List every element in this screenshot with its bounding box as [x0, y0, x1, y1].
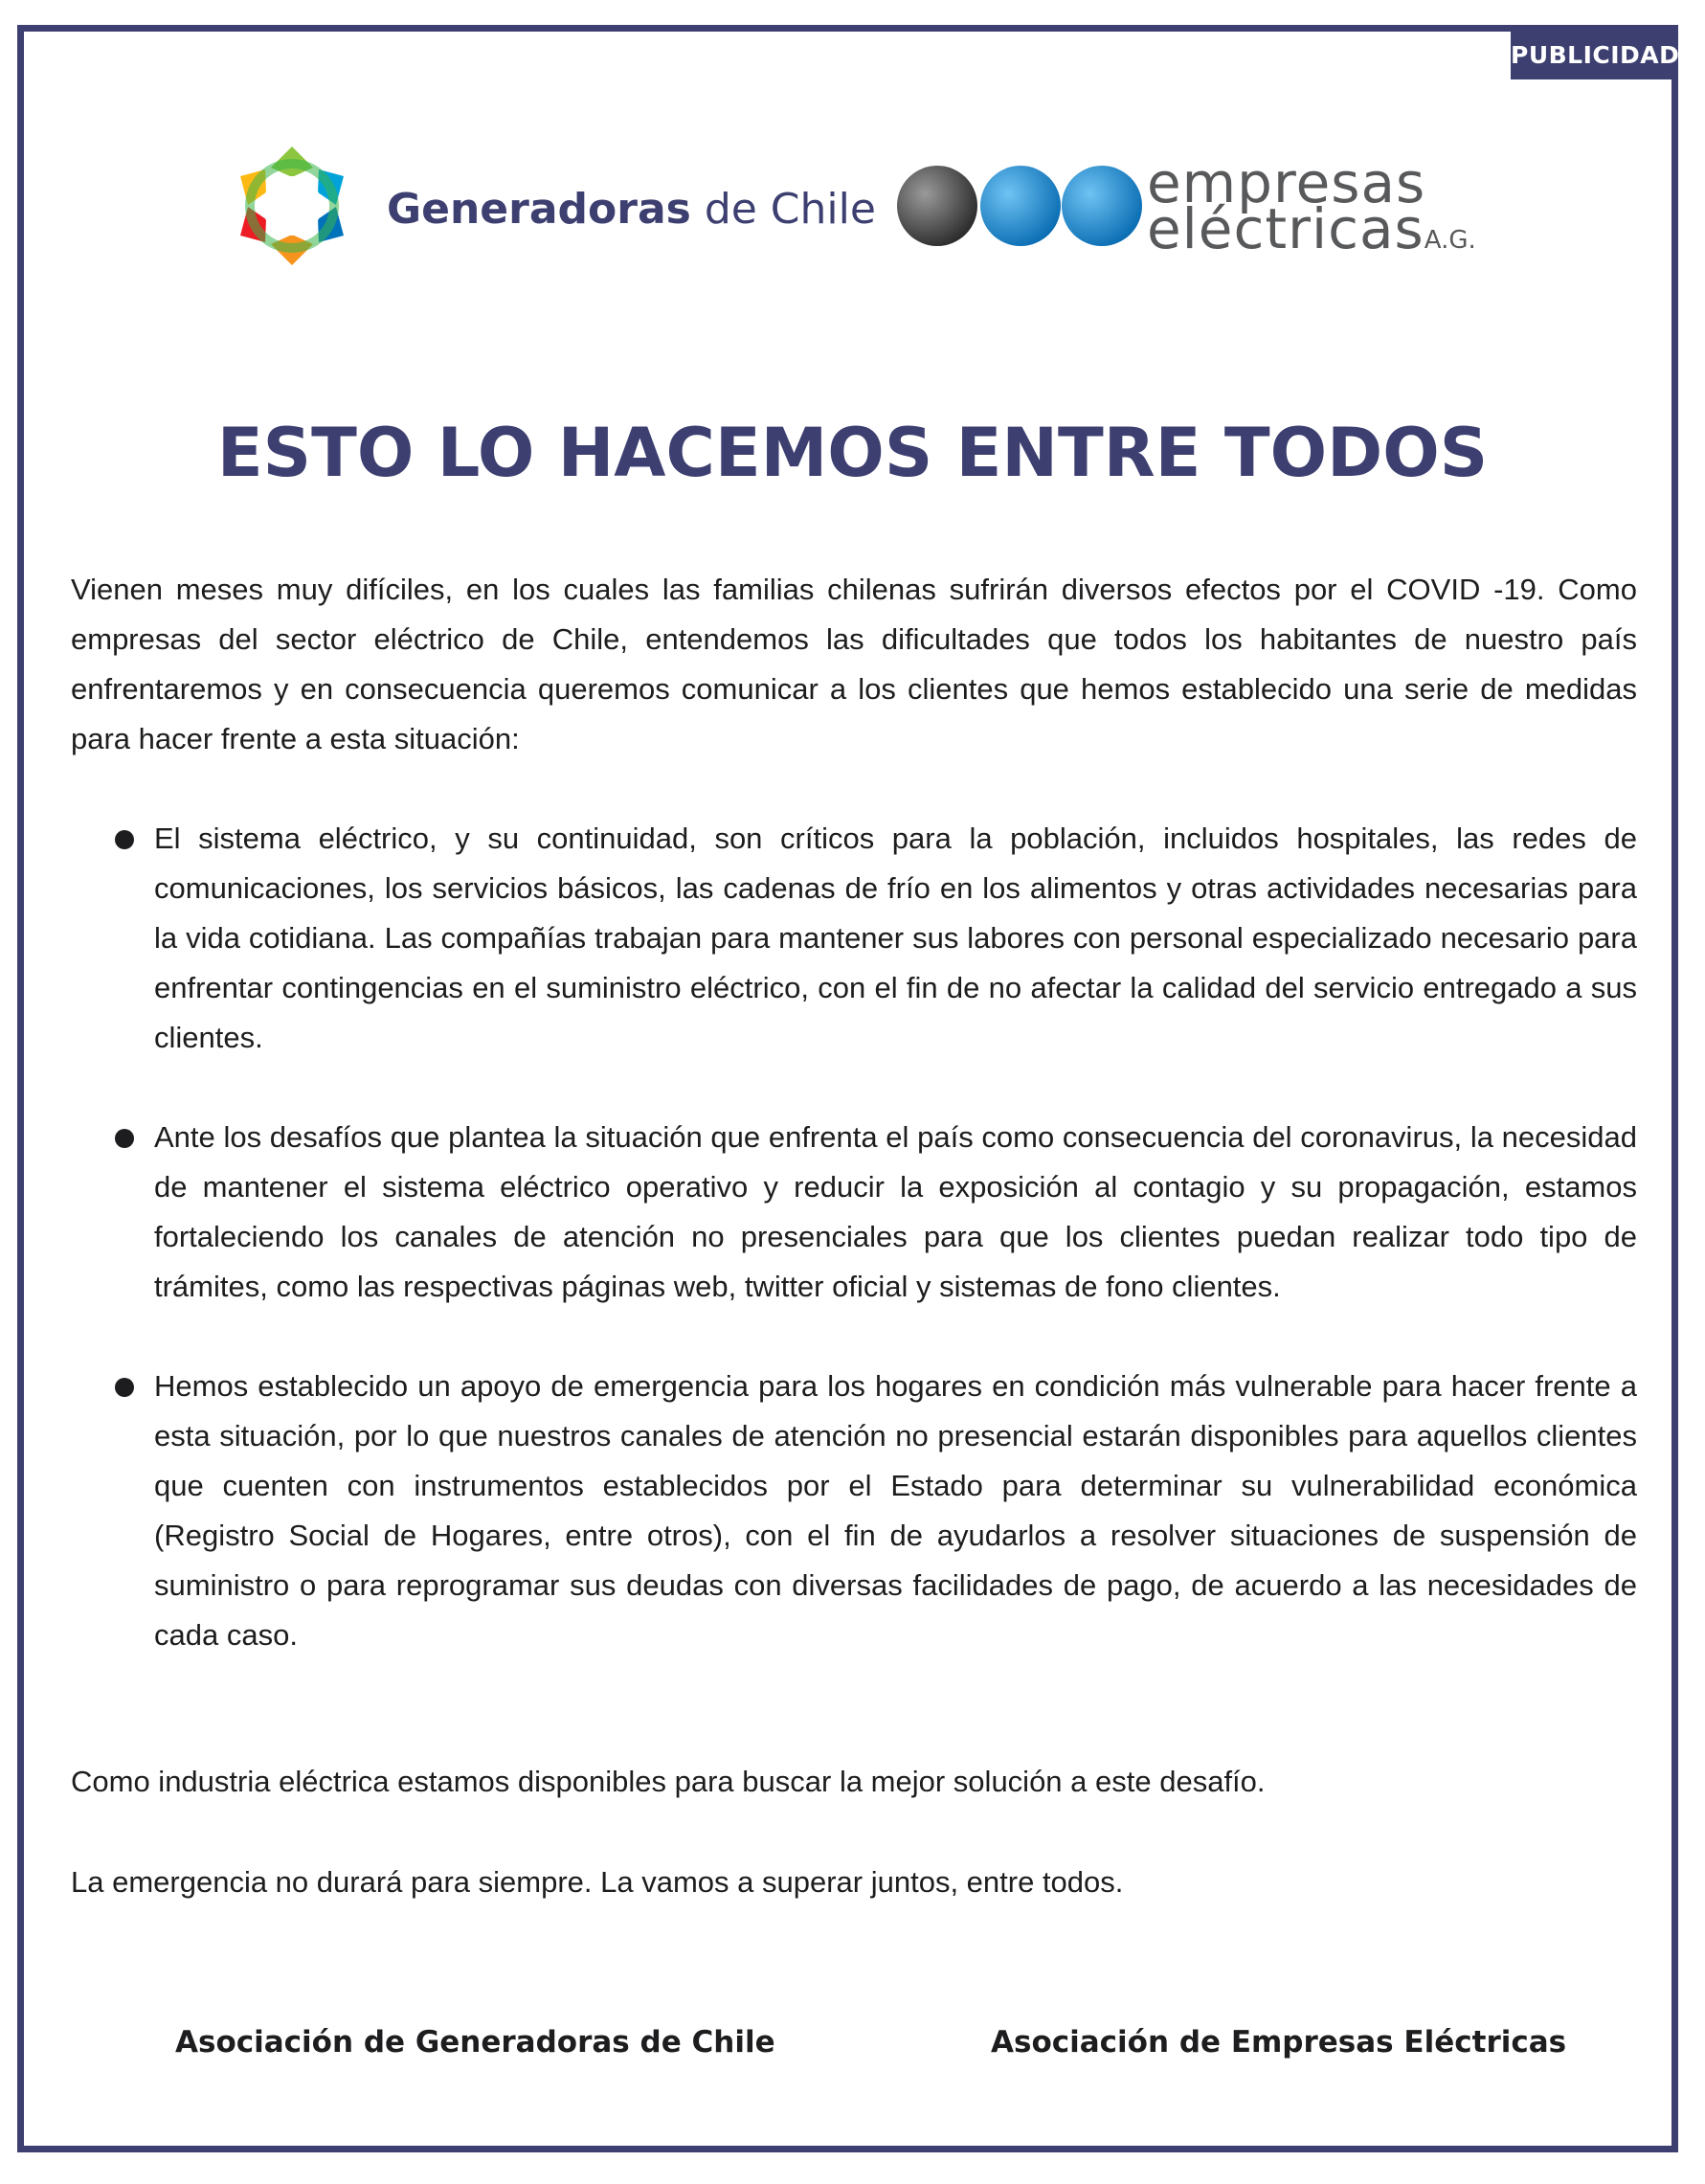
generadoras-wordmark: Generadoras de Chile	[387, 185, 876, 234]
generadoras-logo	[230, 139, 876, 292]
closing-paragraph: La emergencia no durará para siempre. La vamos a superar juntos, entre todos.	[71, 1865, 1124, 1899]
bullet-icon	[115, 830, 134, 849]
bullet-icon	[115, 1129, 134, 1148]
closing-paragraph: Como industria eléctrica estamos disponibles para buscar la mejor solución a este desafío.	[71, 1765, 1266, 1798]
generadoras-ring-icon	[230, 139, 354, 273]
list-item: Ante los desafíos que plantea la situación que enfrenta el país como consecuencia del coronavirus, la necesidad de mantener el sistema eléctrico operativo y reducir la exposición al contagio y su propagación, estamos fortaleciendo los canales de atención no presenciales para que los clientes puedan realizar todo tipo de trámites, como las respectivas páginas web, twitter oficial y sistemas de fono clientes.	[71, 1113, 1637, 1312]
headline: ESTO LO HACEMOS ENTRE TODOS	[216, 414, 1489, 492]
empresas-wordmark: empresas	[1147, 150, 1426, 215]
list-item: Hemos establecido un apoyo de emergencia para los hogares en condición más vulnerable para hacer frente a esta situación, por lo que nuestros canales de atención no presencial estarán disponibles para aquellos clientes que cuenten con instrumentos establecidos por el Estado para determinar su vulnerabilidad económica (Registro Social de Hogares, entre otros), con el fin de ayudarlos a resolver situaciones de suspensión de suministro o para reprogramar sus deudas con diversas facilidades de pago, de acuerdo a las necesidades de cada caso.	[71, 1362, 1637, 1660]
advertising-tag: PUBLICIDAD	[1511, 32, 1671, 79]
empresas-electricas-logo	[895, 150, 1508, 263]
measures-list	[71, 814, 1637, 1710]
intro-paragraph: Vienen meses muy difíciles, en los cuales las familias chilenas sufrirán diversos efectos por el COVID -19. Como empresas del sector eléctrico de Chile, entendemos las dificultades que todos los habitantes de nuestro país enfrentaremos y en consecuencia queremos comunicar a los clientes que hemos establecido una serie de medidas para hacer frente a esta situación:	[71, 573, 1637, 755]
bullet-icon	[115, 1378, 134, 1397]
signature-generadoras: Asociación de Generadoras de Chile	[175, 2025, 775, 2060]
signature-empresas-electricas: Asociación de Empresas Eléctricas	[991, 2025, 1567, 2060]
three-spheres-icon	[895, 158, 1144, 263]
list-item: El sistema eléctrico, y su continuidad, son críticos para la población, incluidos hospitales, las redes de comunicaciones, los servicios básicos, las cadenas de frío en los alimentos y otras actividades necesarias para la vida cotidiana. Las compañías trabajan para mantener sus labores con personal especializado necesario para enfrentar contingencias en el suministro eléctrico, con el fin de no afectar la calidad del servicio entregado a sus clientes.	[71, 814, 1637, 1063]
electricas-wordmark: eléctricasA.G.	[1147, 196, 1476, 261]
